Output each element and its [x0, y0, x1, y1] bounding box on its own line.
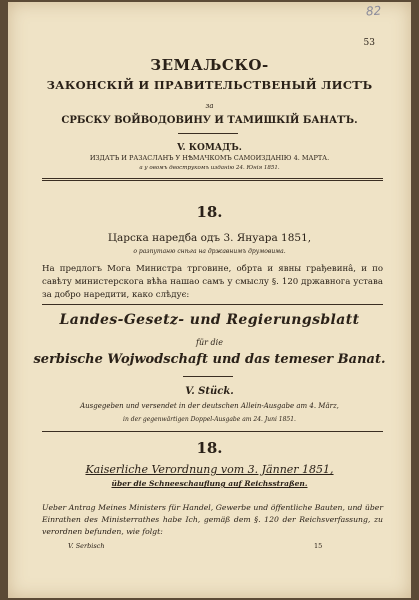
short-divider-german — [183, 376, 233, 377]
section-divider — [42, 178, 383, 179]
serbian-number: 18. — [196, 203, 223, 221]
serbian-title-line2: ЗАКОНСКІЙ И ПРАВИТЕЛЬСТВЕНЫЙ ЛИСТЪ — [46, 78, 373, 92]
german-body: Ueber Antrag Meines Ministers für Handel, Gewerbe und öffentliche Bauten, und über Einrathen des Ministerrathes habe Ich, gemäß dem §. 120 der Reichsverfassung, zu verordnen befunden, wie folgt: — [42, 503, 383, 536]
german-decree-title: Kaiserliche Verordnung vom 3. Jänner 1851, — [85, 463, 334, 476]
serbian-issue: V. КОМАДЪ. — [177, 143, 242, 153]
footer-signature: V. Serbisch — [68, 542, 105, 550]
page-number: 53 — [363, 38, 375, 48]
serbian-double-edition: а у овомъ двострукомъ изданію 24. Юнія 1851. — [139, 165, 280, 171]
language-divider — [42, 304, 383, 305]
german-issued-line: Ausgegeben und versendet in der deutschen Allein-Ausgabe am 4. März, — [80, 402, 339, 410]
serbian-decree-title: Царска наредба одъ 3. Януара 1851, — [107, 232, 312, 244]
short-divider — [178, 133, 238, 134]
german-issue: V. Stück. — [185, 386, 234, 397]
german-title-line1: Landes-Gesetz- und Regierungsblatt — [59, 312, 360, 328]
section-divider-double — [42, 180, 383, 181]
serbian-decree-sub: о разпутаню снѣга на државнимъ друмовима. — [133, 248, 286, 255]
serbian-title-for: за — [205, 102, 214, 110]
german-decree-sub: über die Schneeschauflung auf Reichsstraßen. — [111, 479, 308, 488]
document-page — [8, 2, 411, 598]
german-section-divider — [42, 431, 383, 432]
serbian-title-line3: СРБСКУ ВОЙВОДОВИНУ И ТАМИШКІЙ БАНАТЪ. — [61, 115, 358, 126]
german-title-for: für die — [196, 338, 223, 347]
german-number: 18. — [196, 439, 223, 457]
serbian-issued-line: ИЗДАТЪ И РАЗАСЛАНЪ У НѢМАЧКОМЪ САМОИЗДАНІЮ 4. МАРТА. — [89, 154, 330, 162]
serbian-title-line1: ЗЕМАЉСКО- — [150, 56, 269, 74]
german-title-line2: serbische Wojwodschaft und das temeser Banat. — [33, 352, 386, 367]
serbian-body: На предлогъ Мога Министра трговине, обрта и явны грађевинâ, и по савѣту министерскога вѣћа нашао самъ у смыслу §. 120 државнога устава за добро наредити, како слѣдує: — [42, 264, 383, 300]
german-double-edition: in der gegenwärtigen Doppel-Ausgabe am 24. Juni 1851. — [123, 416, 296, 423]
footer-sheet-number: 15 — [314, 542, 323, 550]
pencil-page-mark: 82 — [365, 3, 382, 19]
